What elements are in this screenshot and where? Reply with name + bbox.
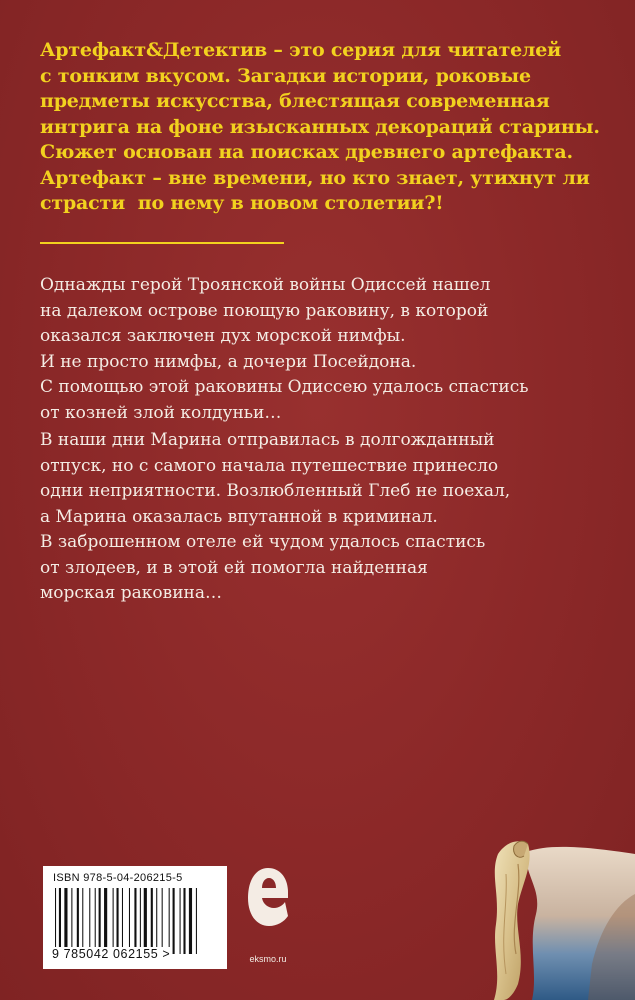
tagline-line: предметы искусства, блестящая современная — [40, 90, 550, 112]
synopsis-line: на далеком острове поющую раковину, в которой — [40, 300, 489, 321]
isbn-text: ISBN 978-5-04-206215-5 — [53, 872, 183, 884]
tagline-line: Артефакт&Детектив – это серия для читателей — [40, 39, 562, 61]
series-tagline — [40, 38, 600, 217]
eksmo-logo-icon — [246, 864, 290, 944]
publisher-site: eksmo.ru — [249, 954, 287, 964]
synopsis-line: С помощью этой раковины Одиссею удалось спастись — [40, 377, 529, 397]
tagline-line: интрига на фоне изысканных декораций старины. — [40, 115, 600, 138]
tagline-line: с тонким вкусом. Загадки истории, роковые — [40, 64, 531, 87]
synopsis-line: от козней злой колдуньи… — [40, 402, 282, 423]
tagline-line: Артефакт – вне времени, но кто знает, утихнут ли — [40, 166, 590, 189]
synopsis-line: Однажды герой Троянской войны Одиссей нашел — [40, 275, 491, 295]
barcode-icon — [55, 888, 217, 954]
tagline-line: Сюжет основан на поисках древнего артефакта. — [40, 141, 573, 163]
synopsis-line: В заброшенном отеле ей чудом удалось спастись — [40, 532, 486, 552]
synopsis-line: одни неприятности. Возлюбленный Глеб не поехал, — [40, 481, 511, 501]
barcode-label — [43, 866, 227, 969]
synopsis-line: а Марина оказалась впутанной в криминал. — [40, 506, 438, 527]
synopsis-line: И не просто нимфы, а дочери Посейдона. — [40, 351, 417, 372]
synopsis-line: оказался заключен дух морской нимфы. — [40, 326, 406, 346]
barcode-digits: 9 785042 062155 > — [52, 947, 171, 961]
synopsis-line: В наши дни Марина отправилась в долгожданный — [40, 430, 495, 450]
synopsis-paragraph-2 — [40, 428, 600, 607]
synopsis-line: морская раковина… — [40, 583, 222, 603]
synopsis-paragraph-1 — [40, 273, 600, 426]
divider-line — [40, 242, 284, 244]
synopsis-line: отпуск, но с самого начала путешествие принесло — [40, 455, 499, 476]
synopsis-line: от злодеев, и в этой ей помогла найденная — [40, 557, 428, 578]
parchment-scroll-image — [488, 834, 635, 1000]
tagline-line: страсти по нему в новом столетии?! — [40, 192, 444, 214]
